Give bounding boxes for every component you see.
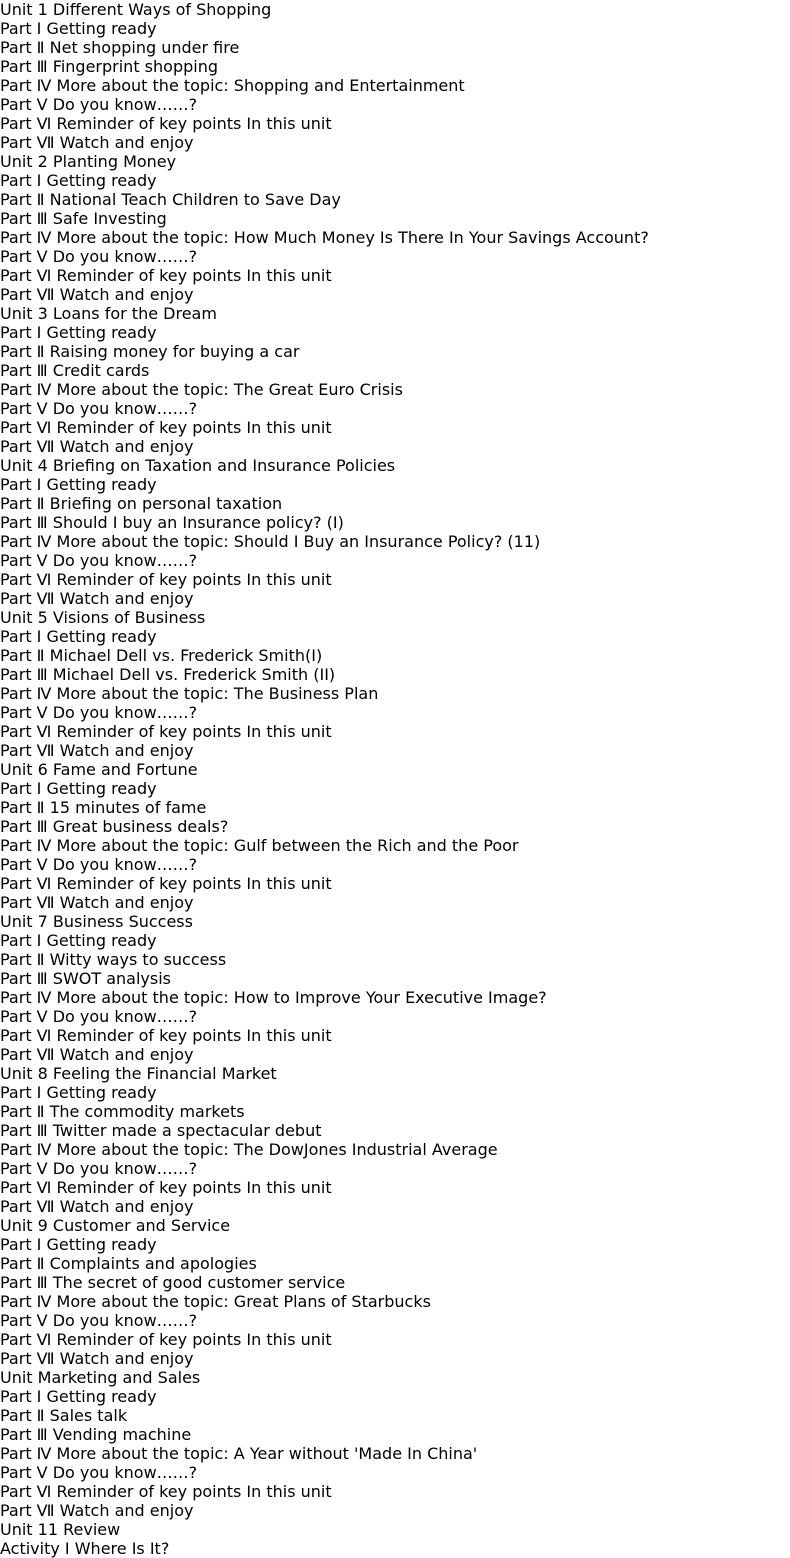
part-entry: Part Ⅴ Do you know……?	[0, 1463, 198, 1482]
part-entry: Part Ⅶ Watch and enjoy	[0, 893, 194, 912]
part-entry: Part Ⅴ Do you know……?	[0, 1159, 198, 1178]
part-entry: Part Ⅱ Net shopping under fire	[0, 38, 240, 57]
part-entry: Part Ⅰ Getting ready	[0, 1083, 157, 1102]
part-entry: Part Ⅳ More about the topic: The Great Euro Crisis	[0, 380, 403, 399]
part-entry: Part Ⅶ Watch and enjoy	[0, 1197, 194, 1216]
part-entry: Part Ⅰ Getting ready	[0, 19, 157, 38]
part-entry: Part Ⅶ Watch and enjoy	[0, 1501, 194, 1520]
part-entry: Part Ⅲ The secret of good customer service	[0, 1273, 346, 1292]
part-entry: Part Ⅳ More about the topic: Should I Buy an Insurance Policy? (11)	[0, 532, 541, 551]
unit-heading: Unit 8 Feeling the Financial Market	[0, 1064, 277, 1083]
part-entry: Part Ⅱ Michael Dell vs. Frederick Smith(I)	[0, 646, 323, 665]
part-entry: Part Ⅴ Do you know……?	[0, 399, 198, 418]
part-entry: Part Ⅰ Getting ready	[0, 931, 157, 950]
part-entry: Part Ⅵ Reminder of key points In this unit	[0, 114, 332, 133]
part-entry: Part Ⅳ More about the topic: How Much Money Is There In Your Savings Account?	[0, 228, 649, 247]
part-entry: Part Ⅲ SWOT analysis	[0, 969, 171, 988]
part-entry: Part Ⅱ Witty ways to success	[0, 950, 227, 969]
part-entry: Part Ⅳ More about the topic: Shopping and Entertainment	[0, 76, 465, 95]
part-entry: Part Ⅲ Credit cards	[0, 361, 150, 380]
part-entry: Part Ⅵ Reminder of key points In this unit	[0, 1026, 332, 1045]
part-entry: Part Ⅰ Getting ready	[0, 1387, 157, 1406]
unit-heading: Unit 4 Briefing on Taxation and Insurance Policies	[0, 456, 396, 475]
part-entry: Part Ⅶ Watch and enjoy	[0, 285, 194, 304]
part-entry: Part Ⅶ Watch and enjoy	[0, 589, 194, 608]
part-entry: Part Ⅱ 15 minutes of fame	[0, 798, 207, 817]
part-entry: Part Ⅱ Briefing on personal taxation	[0, 494, 283, 513]
part-entry: Part Ⅴ Do you know……?	[0, 95, 198, 114]
part-entry: Part Ⅲ Michael Dell vs. Frederick Smith (II)	[0, 665, 336, 684]
part-entry: Part Ⅰ Getting ready	[0, 627, 157, 646]
unit-heading: Unit 1 Different Ways of Shopping	[0, 0, 272, 19]
part-entry: Activity Ⅰ Where Is It?	[0, 1539, 170, 1558]
part-entry: Part Ⅲ Twitter made a spectacular debut	[0, 1121, 322, 1140]
part-entry: Part Ⅱ The commodity markets	[0, 1102, 245, 1121]
part-entry: Part Ⅰ Getting ready	[0, 779, 157, 798]
part-entry: Part Ⅰ Getting ready	[0, 323, 157, 342]
part-entry: Part Ⅶ Watch and enjoy	[0, 741, 194, 760]
part-entry: Part Ⅵ Reminder of key points In this unit	[0, 1482, 332, 1501]
unit-heading: Unit 9 Customer and Service	[0, 1216, 231, 1235]
unit-heading: Unit 3 Loans for the Dream	[0, 304, 217, 323]
unit-heading: Unit 7 Business Success	[0, 912, 193, 931]
part-entry: Part Ⅴ Do you know……?	[0, 1007, 198, 1026]
part-entry: Part Ⅳ More about the topic: How to Improve Your Executive Image?	[0, 988, 547, 1007]
part-entry: Part Ⅵ Reminder of key points In this unit	[0, 266, 332, 285]
part-entry: Part Ⅵ Reminder of key points In this unit	[0, 570, 332, 589]
part-entry: Part Ⅰ Getting ready	[0, 171, 157, 190]
part-entry: Part Ⅶ Watch and enjoy	[0, 133, 194, 152]
part-entry: Part Ⅱ Complaints and apologies	[0, 1254, 257, 1273]
part-entry: Part Ⅲ Safe Investing	[0, 209, 167, 228]
part-entry: Part Ⅶ Watch and enjoy	[0, 1045, 194, 1064]
unit-heading: Unit 5 Visions of Business	[0, 608, 206, 627]
part-entry: Part Ⅶ Watch and enjoy	[0, 437, 194, 456]
part-entry: Part Ⅰ Getting ready	[0, 475, 157, 494]
part-entry: Part Ⅵ Reminder of key points In this unit	[0, 1178, 332, 1197]
part-entry: Part Ⅳ More about the topic: The Business Plan	[0, 684, 379, 703]
part-entry: Part Ⅳ More about the topic: A Year without 'Made In China'	[0, 1444, 478, 1463]
unit-heading: Unit 11 Review	[0, 1520, 121, 1539]
part-entry: Part Ⅵ Reminder of key points In this unit	[0, 1330, 332, 1349]
part-entry: Part Ⅱ National Teach Children to Save Day	[0, 190, 341, 209]
part-entry: Part Ⅴ Do you know……?	[0, 1311, 198, 1330]
part-entry: Part Ⅲ Great business deals?	[0, 817, 229, 836]
part-entry: Part Ⅳ More about the topic: Great Plans of Starbucks	[0, 1292, 431, 1311]
part-entry: Part Ⅶ Watch and enjoy	[0, 1349, 194, 1368]
part-entry: Part Ⅴ Do you know……?	[0, 551, 198, 570]
part-entry: Part Ⅱ Raising money for buying a car	[0, 342, 300, 361]
part-entry: Part Ⅳ More about the topic: Gulf between the Rich and the Poor	[0, 836, 519, 855]
part-entry: Part Ⅰ Getting ready	[0, 1235, 157, 1254]
unit-heading: Unit 2 Planting Money	[0, 152, 177, 171]
part-entry: Part Ⅲ Vending machine	[0, 1425, 192, 1444]
part-entry: Part Ⅲ Should I buy an Insurance policy? (I)	[0, 513, 344, 532]
part-entry: Part Ⅴ Do you know……?	[0, 855, 198, 874]
part-entry: Part Ⅴ Do you know……?	[0, 703, 198, 722]
part-entry: Part Ⅵ Reminder of key points In this unit	[0, 418, 332, 437]
part-entry: Part Ⅳ More about the topic: The DowJones Industrial Average	[0, 1140, 498, 1159]
part-entry: Part Ⅴ Do you know……?	[0, 247, 198, 266]
unit-heading: Unit 6 Fame and Fortune	[0, 760, 198, 779]
part-entry: Part Ⅵ Reminder of key points In this unit	[0, 874, 332, 893]
part-entry: Part Ⅱ Sales talk	[0, 1406, 128, 1425]
unit-heading: Unit Marketing and Sales	[0, 1368, 201, 1387]
part-entry: Part Ⅲ Fingerprint shopping	[0, 57, 218, 76]
part-entry: Part Ⅵ Reminder of key points In this unit	[0, 722, 332, 741]
